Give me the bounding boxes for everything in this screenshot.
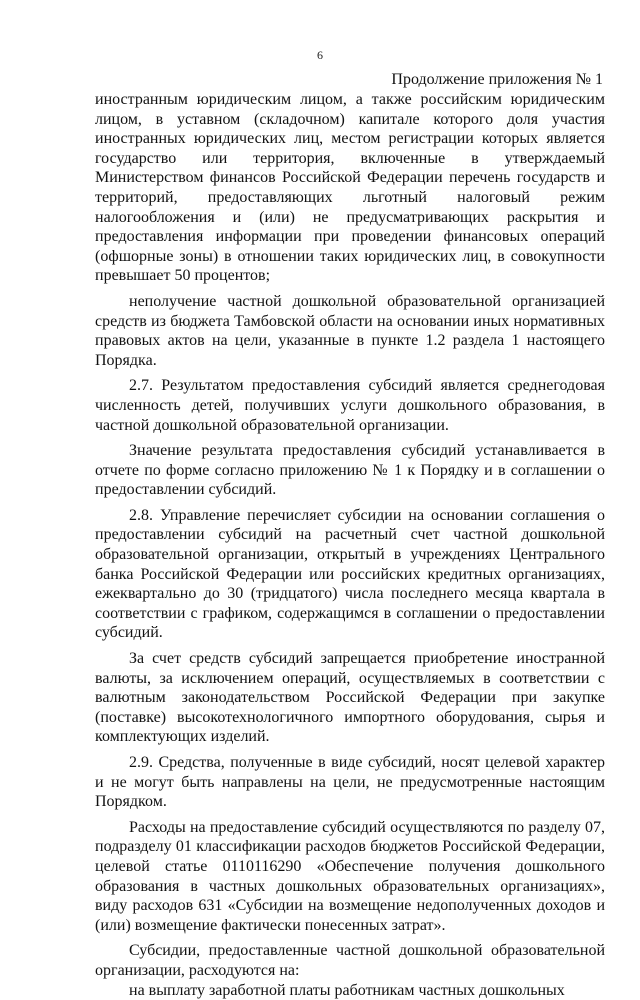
paragraph-2-8-transfer: 2.8. Управление перечисляет субсидии на основании соглашения о предоставлении субсидий на расчетный счет частной дошкольной образовательной организации, открытый в учреждениях Центрального банка Российской Федерации или российских кредитных организациях, ежеквартально до 30 (тридцатого) числа последнего месяца квартала в соответствии с графиком, содержащимся в соглашении о предоставлении субсидий. [95,506,605,642]
paragraph-salary-expenses: на выплату заработной платы работникам частных дошкольных [129,981,565,999]
paragraph-2-9-purpose: 2.9. Средства, полученные в виде субсидий, носят целевой характер и не могут быть направлены на цели, не предусмотренные настоящим Порядком. [95,754,605,811]
paragraph-offshore-condition: иностранным юридическим лицом, а также российским юридическим лицом, в уставном (складочном) капитале которого доля участия иностранных юридических лиц, местом регистрации которых является государство или территория, включенные в утверждаемый Министерством финансов Российской Федерации перечень государств и территорий, предоставляющих льготный налоговый режим налогообложения и (или) не предусматривающих раскрытия и предоставления информации при проведении финансовых операций (офшорные зоны) в отношении таких юридических лиц, в совокупности превышает 50 процентов; [95,91,605,285]
page-number: 6 [317,48,323,62]
appendix-continuation-note: Продолжение приложения № 1 [391,71,603,88]
paragraph-no-other-funding: неполучение частной дошкольной образовательной организацией средств из бюджета Тамбовской области на основании иных нормативных правовых актов на цели, указанные в пункте 1.2 раздела 1 настоящего Порядка. [95,292,605,369]
paragraph-2-7-result: 2.7. Результатом предоставления субсидий является среднегодовая численность детей, получивших услуги дошкольного образования, в частной дошкольной образовательной организации. [95,377,605,434]
paragraph-currency-prohibition: За счет средств субсидий запрещается приобретение иностранной валюты, за исключением операций, осуществляемых в соответствии с валютным законодательством Российской Федерации при закупке (поставке) высокотехнологичного импортного оборудования, сырья и комплектующих изделий. [95,650,605,746]
document-body [95,90,605,1000]
paragraph-expenses-intro: Субсидии, предоставленные частной дошкольной образовательной организации, расходуются на: [95,942,605,979]
paragraph-result-value: Значение результата предоставления субсидий устанавливается в отчете по форме согласно приложению № 1 к Порядку и в соглашении о предоставлении субсидий. [95,442,605,499]
paragraph-budget-classification: Расходы на предоставление субсидий осуществляются по разделу 07, подразделу 01 классификации расходов бюджетов Российской Федерации, целевой статье 0110116290 «Обеспечение получения дошкольного образования в частных дошкольных образовательных организациях», виду расходов 631 «Субсидии на возмещение недополученных доходов и (или) возмещение фактически понесенных затрат». [95,818,605,934]
